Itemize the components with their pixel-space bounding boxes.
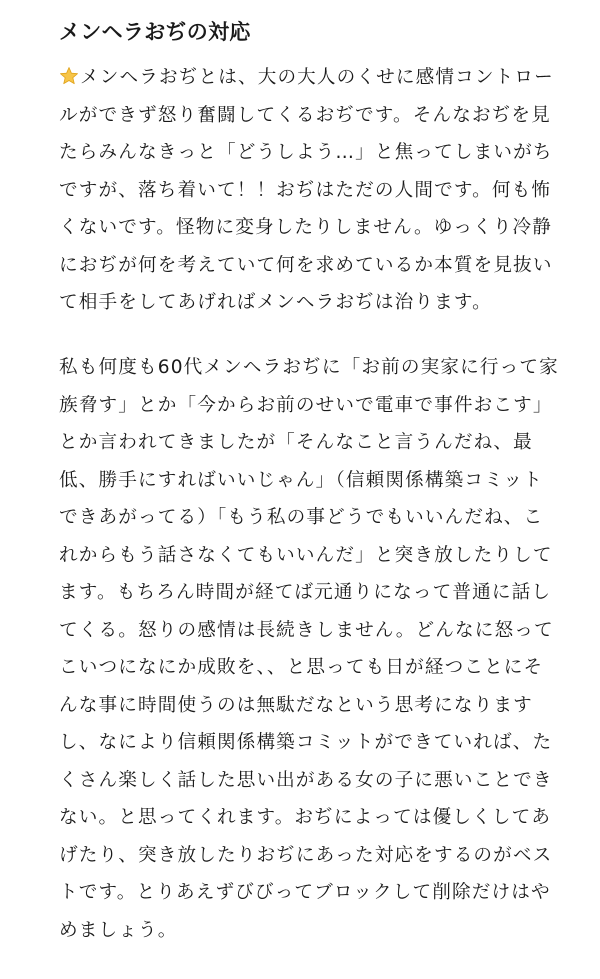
paragraph-line: 族脅す」とか「今からお前のせいで電車で事件おこす」 xyxy=(59,394,553,416)
article-title: メンヘラおぢの対応 xyxy=(59,20,251,44)
paragraph-line: くさん楽しく話した思い出がある女の子に悪いことでき xyxy=(59,769,553,791)
paragraph-line: て相手をしてあげればメンヘラおぢは治ります。 xyxy=(59,292,492,313)
paragraph-line: ルができず怒り奮闘してくるおぢです。そんなおぢを見 xyxy=(59,104,551,126)
star-emoji-icon xyxy=(59,66,79,86)
paragraph-line: たらみんなきっと「どうしよう…」と焦ってしまいがち xyxy=(59,142,553,163)
paragraph-line: こいつになにか成敗を、、と思っても日が経つことにそ xyxy=(59,657,544,678)
paragraph-line-text: メンヘラおぢとは、大の大人のくせに感情コントロー xyxy=(80,67,554,88)
paragraph-intro xyxy=(59,59,586,322)
paragraph-line: れからもう話さなくてもいいんだ」と突き放したりして xyxy=(59,544,553,566)
paragraph-line: めましょう。 xyxy=(59,919,178,941)
paragraph-line: んな事に時間使うのは無駄だなという思考になります xyxy=(59,694,533,716)
paragraph-line: トです。とりあえずびびってブロックして削除だけはや xyxy=(59,882,551,903)
paragraph-line: ます。もちろん時間が経てば元通りになって普通に話し xyxy=(59,582,552,603)
paragraph-line: できあがってる）「もう私の事どうでもいいんだね、こ xyxy=(59,507,544,528)
paragraph-experience xyxy=(59,349,586,949)
paragraph-line: におぢが何を考えていて何を求めているか本質を見抜い xyxy=(59,254,553,276)
paragraph-line: 低、勝手にすればいいじゃん」（信頼関係構築コミット xyxy=(59,469,543,491)
paragraph-line: ない。と思ってくれます。おぢによっては優しくしてあ xyxy=(59,807,552,828)
paragraph-line: てくる。怒りの感情は長続きしません。どんなに怒って xyxy=(59,619,554,641)
paragraph-line: くないです。怪物に変身したりしません。ゆっくり冷静 xyxy=(59,217,553,238)
paragraph-line: げたり、突き放したりおぢにあった対応をするのがベス xyxy=(59,844,553,866)
paragraph-line xyxy=(59,59,586,97)
paragraph-line: とか言われてきましたが「そんなこと言うんだね、最 xyxy=(59,432,533,453)
paragraph-line: 私も何度も60代メンヘラおぢに「お前の実家に行って家 xyxy=(59,357,559,378)
paragraph-line: ですが、落ち着いて！！おぢはただの人間です。何も怖 xyxy=(59,179,552,201)
paragraph-line: し、なにより信頼関係構築コミットができていれば、た xyxy=(59,732,553,753)
